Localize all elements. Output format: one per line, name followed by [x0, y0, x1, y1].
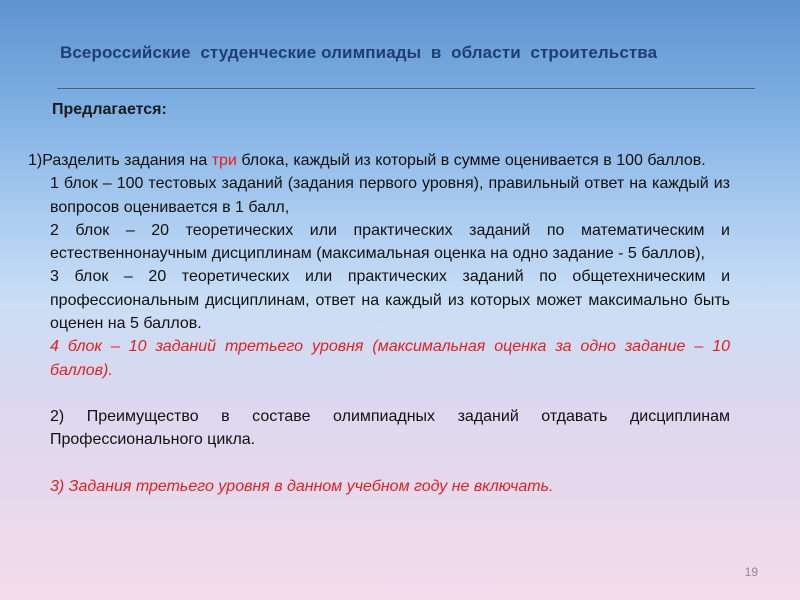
slide-body — [28, 149, 730, 498]
paragraph-gap — [28, 382, 730, 405]
slide-subtitle: Предлагается: — [52, 101, 167, 118]
item-1-text-before: Разделить задания на — [42, 152, 212, 169]
block-2-description: 2 блок – 20 теоретических или практических заданий по математическим и естественнонаучным дисциплинам (максимальная оценка на одно задание - 5 баллов), — [50, 221, 730, 263]
item-2: 2) Преимущество в составе олимпиадных заданий отдавать дисциплинам Профессионального цикла. — [50, 407, 730, 449]
item-1-text-after: блока, каждый из который в сумме оценивается в 100 баллов. — [236, 152, 706, 169]
block-4-description: 4 блок – 10 заданий третьего уровня (максимальная оценка за одно задание – 10 баллов). — [50, 338, 730, 379]
item-1 — [28, 149, 730, 172]
item-1-prefix: 1) — [28, 152, 43, 169]
title-divider — [57, 88, 755, 89]
block-1-description: 1 блок – 100 тестовых заданий (задания первого уровня), правильный ответ на каждый из вопросов оценивается в 1 балл, — [50, 175, 730, 216]
slide-title: Всероссийские студенческие олимпиады в области строительства — [60, 43, 658, 62]
paragraph-gap — [28, 452, 730, 475]
block-3-description: 3 блок – 20 теоретических или практических заданий по общетехническим и профессиональным дисциплинам, ответ на каждый из которых может максимально быть оценен на 5 баллов. — [50, 268, 730, 333]
item-1-highlight: три — [211, 152, 237, 169]
item-3: 3) Задания третьего уровня в данном учебном году не включать. — [50, 477, 554, 495]
page-number: 19 — [744, 565, 758, 579]
